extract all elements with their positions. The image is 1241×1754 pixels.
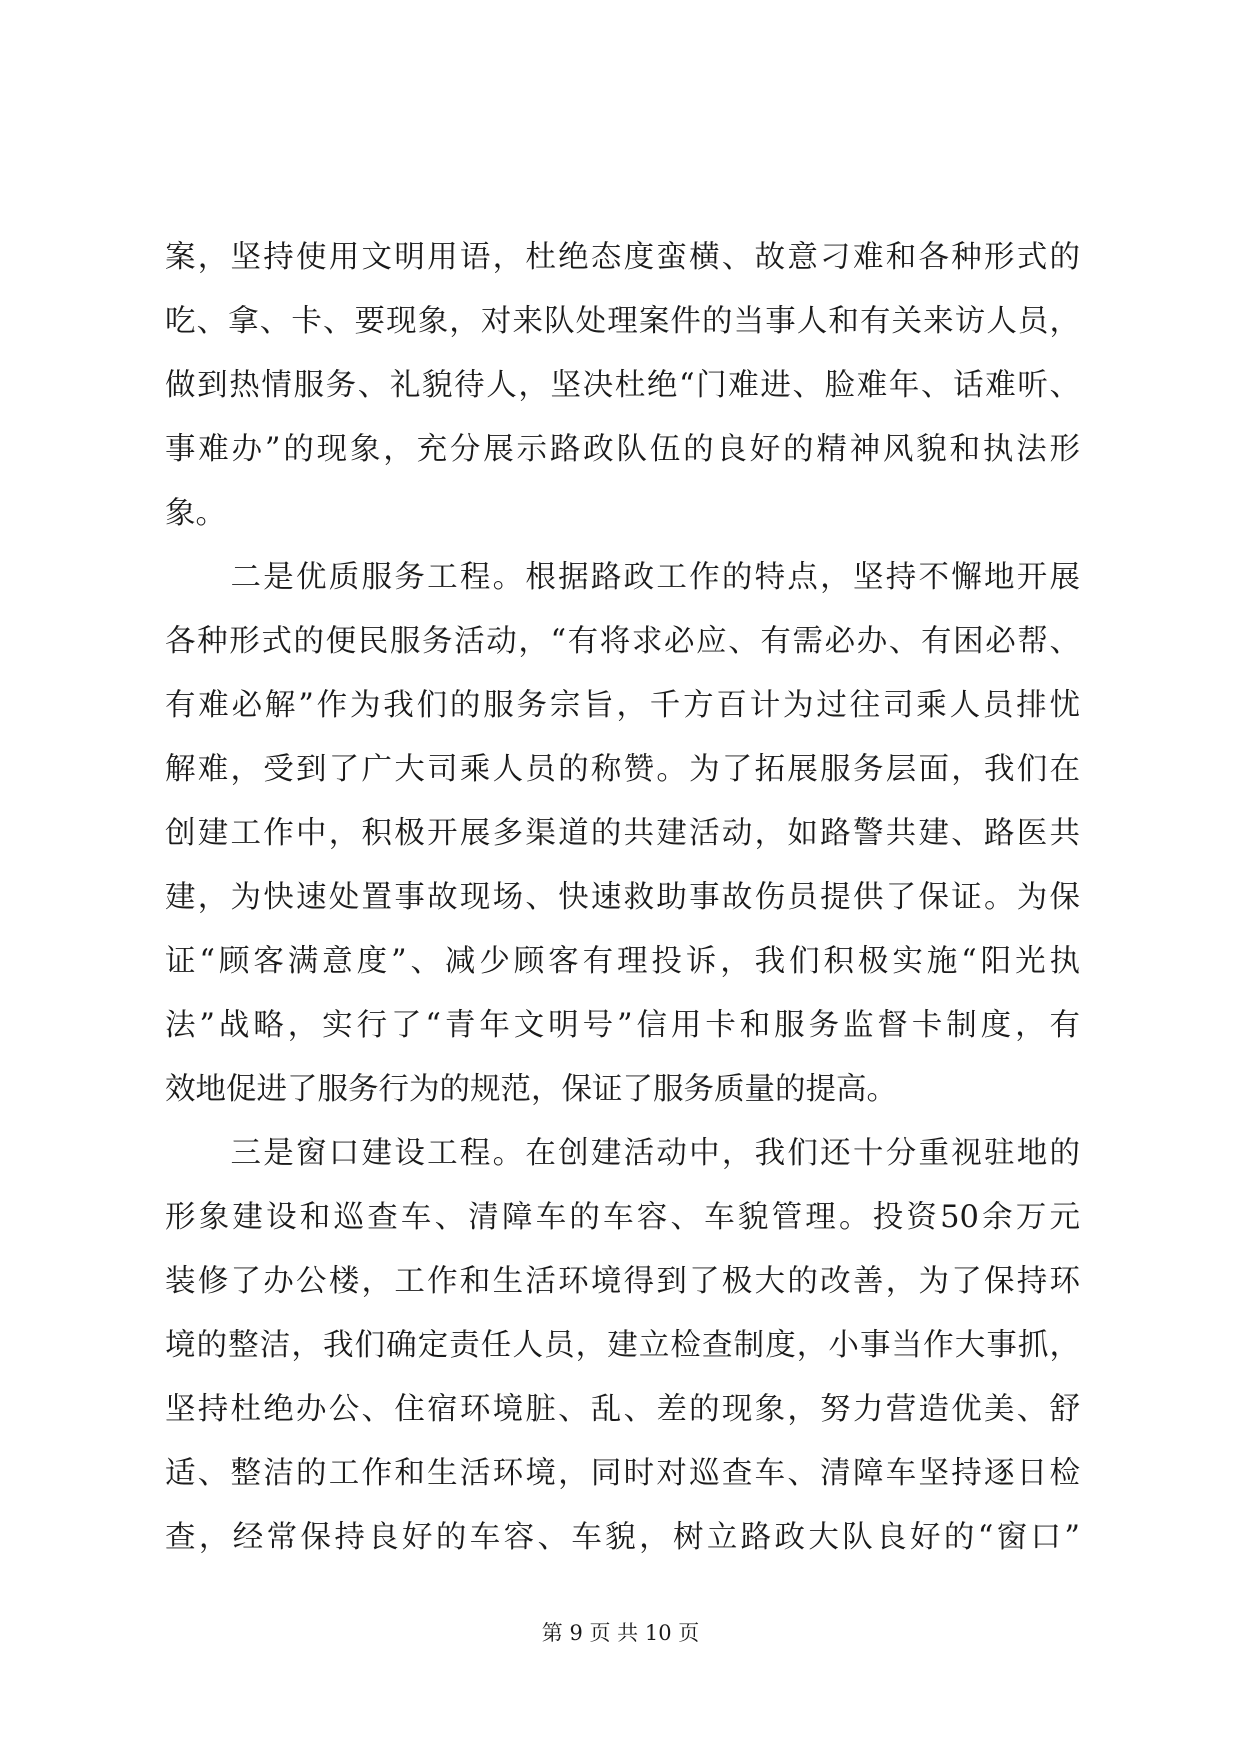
text-line: 做到热情服务、礼貌待人，坚决杜绝“门难进、脸难年、话难听、 [165,368,1080,403]
text-line: 三是窗口建设工程。在创建活动中，我们还十分重视驻地的 [165,1136,1080,1171]
text-line: 解难，受到了广大司乘人员的称赞。为了拓展服务层面，我们在 [165,752,1080,787]
text-line: 坚持杜绝办公、住宿环境脏、乱、差的现象，努力营造优美、舒 [165,1392,1080,1427]
body-text [165,226,1080,1570]
text-line: 证“顾客满意度”、减少顾客有理投诉，我们积极实施“阳光执 [165,944,1080,979]
text-line: 境的整洁，我们确定责任人员，建立检查制度，小事当作大事抓， [165,1328,1080,1363]
text-line: 法”战略，实行了“青年文明号”信用卡和服务监督卡制度，有 [165,1008,1080,1043]
text-line: 效地促进了服务行为的规范，保证了服务质量的提高。 [165,1072,897,1107]
text-line: 象。 [165,496,226,531]
text-line: 创建工作中，积极开展多渠道的共建活动，如路警共建、路医共 [165,816,1080,851]
text-line: 吃、拿、卡、要现象，对来队处理案件的当事人和有关来访人员， [165,304,1080,339]
text-line: 形象建设和巡查车、清障车的车容、车貌管理。投资50余万元 [165,1200,1080,1235]
page-footer: 第 9 页 共 10 页 [541,1621,700,1645]
text-line: 各种形式的便民服务活动，“有将求必应、有需必办、有困必帮、 [165,624,1080,659]
text-line: 适、整洁的工作和生活环境，同时对巡查车、清障车坚持逐日检 [165,1456,1080,1491]
text-line: 装修了办公楼，工作和生活环境得到了极大的改善，为了保持环 [165,1264,1080,1299]
text-line: 有难必解”作为我们的服务宗旨，千方百计为过往司乘人员排忧 [165,688,1080,723]
text-line: 查，经常保持良好的车容、车貌，树立路政大队良好的“窗口” [165,1520,1080,1555]
text-line: 二是优质服务工程。根据路政工作的特点，坚持不懈地开展 [165,560,1080,595]
text-line: 案，坚持使用文明用语，杜绝态度蛮横、故意刁难和各种形式的 [165,240,1080,275]
text-line: 建，为快速处置事故现场、快速救助事故伤员提供了保证。为保 [165,880,1080,915]
text-line: 事难办”的现象，充分展示路政队伍的良好的精神风貌和执法形 [165,432,1080,467]
